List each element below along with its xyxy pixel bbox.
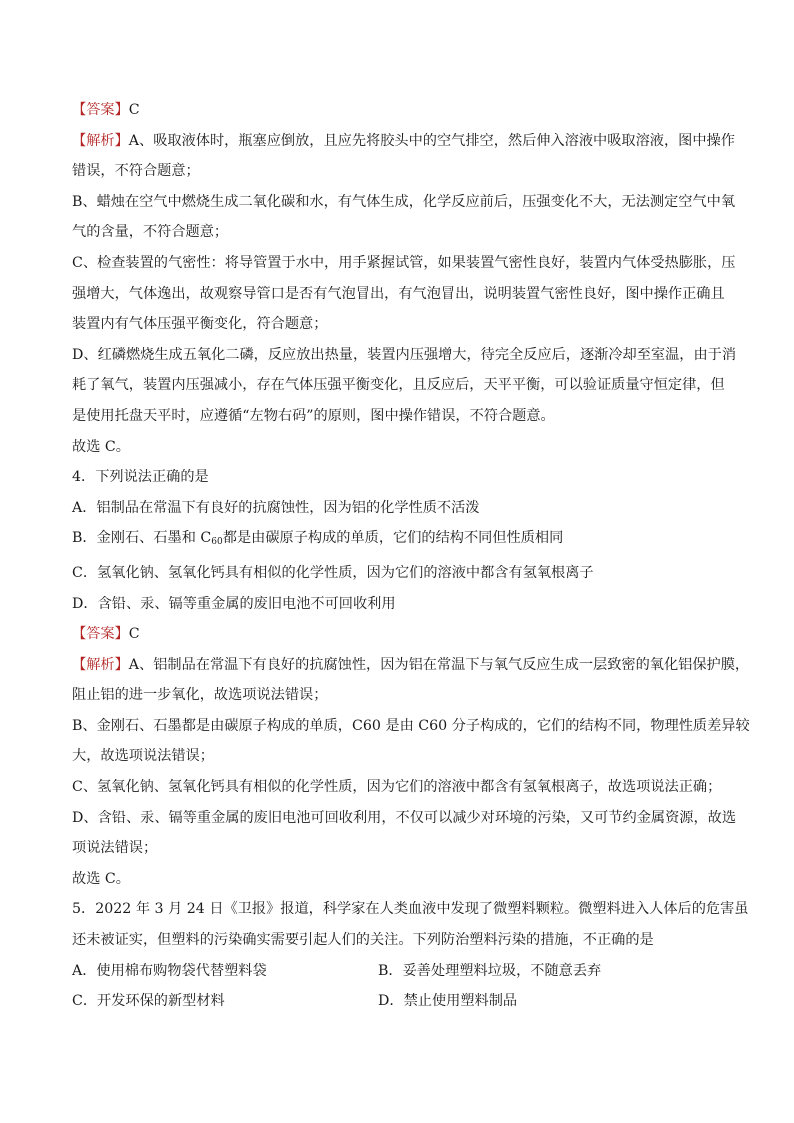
answer-value: C [128,626,140,643]
answer-label: 【答案】 [72,626,129,643]
document-content [72,100,750,1022]
analysis-line: 是使用托盘天平时，应遵循“左物右码”的原则，图中操作错误，不符合题意。 [72,407,555,424]
analysis-line: C、氢氧化钠、氢氧化钙具有相似的化学性质，因为它们的溶液中都含有氢氧根离子，故选项说法正确； [72,779,722,796]
analysis-line: B、金刚石、石墨都是由碳原子构成的单质，C60 是由 C60 分子构成的，它们的结构不同，物理性质差异较 [72,717,750,734]
question-4-option-c: C．氢氧化钠、氢氧化钙具有相似的化学性质，因为它们的溶液中都含有氢氧根离子 [72,564,594,581]
analysis-label: 【解析】 [72,656,129,673]
question-4-stem: 4．下列说法正确的是 [72,469,209,486]
analysis-line: 大，故选项说法错误； [72,748,214,765]
question-4-option-a: A．铝制品在常温下有良好的抗腐蚀性，因为铝的化学性质不活泼 [72,499,480,516]
question-5-stem: 还未被证实，但塑料的污染确实需要引起人们的关注。下列防治塑料污染的措施，不正确的是 [72,932,654,949]
analysis-line: 【解析】A、吸取液体时，瓶塞应倒放，且应先将胶头中的空气排空，然后伸入溶液中吸取溶液，图中操作 [72,132,735,149]
question-5-stem: 5．2022 年 3 月 24 日《卫报》报道，科学家在人类血液中发现了微塑料颗粒。微塑料进入人体后的危害虽 [72,901,749,918]
analysis-line: C、检查装置的气密性：将导管置于水中，用手紧握试管，如果装置气密性良好，装置内气体受热膨胀，压 [72,254,736,271]
analysis-line: 阻止铝的进一步氧化，故选项说法错误； [72,687,328,704]
question-5-options-row [72,991,724,1011]
analysis-line: D、含铅、汞、镉等重金属的废旧电池可回收利用，不仅可以减少对环境的污染，又可节约金属资源，故选 [72,809,737,826]
analysis-line: 错误，不符合题意； [72,163,200,180]
conclusion-line: 故选 C。 [72,438,130,455]
question-5-option-b: B．妥善处理塑料垃圾，不随意丢弃 [378,962,602,979]
question-5-option-a: A．使用棉布购物袋代替塑料袋 [72,962,267,979]
conclusion-line: 故选 C。 [72,870,130,887]
analysis-label: 【解析】 [72,132,129,149]
answer-value: C [128,102,140,118]
subscript: 60 [211,537,223,548]
question-5-option-d: D．禁止使用塑料制品 [378,993,518,1010]
analysis-line: 项说法错误； [72,840,158,857]
answer-line-q3 [72,100,724,120]
analysis-line: 强增大，气体逸出，故观察导管口是否有气泡冒出，有气泡冒出，说明装置气密性良好，图中操作正确且 [72,285,725,302]
analysis-line: 耗了氧气，装置内压强减小，存在气体压强平衡变化，且反应后，天平平衡，可以验证质量守恒定律，但 [72,377,725,394]
question-4-option-d: D．含铅、汞、镉等重金属的废旧电池不可回收利用 [72,595,396,612]
answer-line-q4 [72,624,724,644]
analysis-line: 气的含量，不符合题意； [72,224,229,241]
answer-label: 【答案】 [72,102,129,118]
analysis-line: D、红磷燃烧生成五氧化二磷，反应放出热量，装置内压强增大，待完全反应后，逐渐冷却至室温，由于消 [72,346,737,363]
analysis-line: 装置内有气体压强平衡变化，符合题意； [72,316,328,333]
question-5-option-c: C．开发环保的新型材料 [72,993,225,1010]
question-5-options-row [72,961,724,981]
question-4-option-b: B．金刚石、石墨和 $C_{60}$都是由碳原子构成的单质，它们的结构不同但性质相同 [72,530,564,548]
analysis-line: 【解析】A、铝制品在常温下有良好的抗腐蚀性，因为铝在常温下与氧气反应生成一层致密的氧化铝保护膜， [72,656,750,673]
analysis-line: B、蜡烛在空气中燃烧生成二氧化碳和水，有气体生成，化学反应前后，压强变化不大，无法测定空气中氧 [72,193,736,210]
